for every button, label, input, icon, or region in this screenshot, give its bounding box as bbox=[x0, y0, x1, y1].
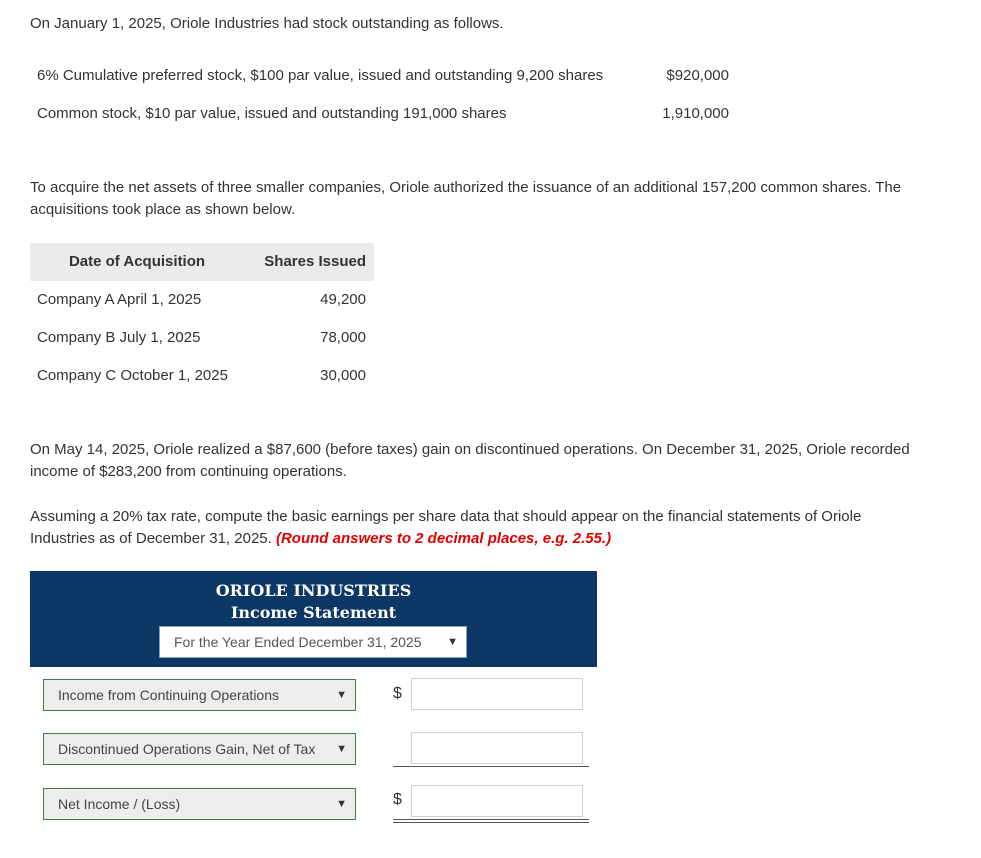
gain-text: On May 14, 2025, Oriole realized a $87,600 (before taxes) gain on discontinued operations. On December 31, 2025, Oriole recorded income of $283,200 from continuing operations. bbox=[30, 441, 910, 480]
stock-label: 6% Cumulative preferred stock, $100 par value, issued and outstanding 9,200 shares bbox=[37, 67, 604, 84]
discontinued-ops-input[interactable] bbox=[411, 732, 583, 764]
period-value: For the Year Ended December 31, 2025 bbox=[174, 634, 422, 650]
stock-amount: 1,910,000 bbox=[662, 105, 729, 122]
header-shares: Shares Issued bbox=[264, 253, 366, 270]
acquisition-table bbox=[30, 243, 374, 395]
chevron-down-icon: ▼ bbox=[336, 743, 347, 755]
continuing-ops-select[interactable] bbox=[43, 679, 356, 711]
subtotal-underline bbox=[393, 766, 589, 767]
company-name: ORIOLE INDUSTRIES bbox=[215, 581, 412, 600]
stock-amount: $920,000 bbox=[666, 67, 729, 84]
stock-row-common bbox=[37, 103, 737, 125]
net-income-input[interactable] bbox=[411, 785, 583, 817]
row-shares: 30,000 bbox=[320, 367, 366, 384]
chevron-down-icon: ▼ bbox=[447, 636, 458, 648]
line-label: Income from Continuing Operations bbox=[58, 687, 279, 703]
continuing-ops-input[interactable] bbox=[411, 678, 583, 710]
intro-text: On January 1, 2025, Oriole Industries had stock outstanding as follows. bbox=[30, 15, 504, 32]
table-row bbox=[30, 357, 374, 395]
dollar-sign: $ bbox=[393, 791, 402, 808]
chevron-down-icon: ▼ bbox=[336, 689, 347, 701]
acquisition-text: To acquire the net assets of three smaller companies, Oriole authorized the issuance of an additional 157,200 common shares. The acquisitions took place as shown below. bbox=[30, 179, 902, 218]
row-date: Company C October 1, 2025 bbox=[37, 367, 228, 384]
total-double-underline bbox=[393, 819, 589, 823]
chevron-down-icon: ▼ bbox=[336, 798, 347, 810]
table-header bbox=[30, 243, 374, 281]
line-label: Net Income / (Loss) bbox=[58, 796, 181, 812]
instruction-text bbox=[30, 506, 930, 550]
row-date: Company B July 1, 2025 bbox=[37, 329, 201, 346]
statement-title: Income Statement bbox=[230, 603, 397, 622]
header-date: Date of Acquisition bbox=[68, 253, 206, 270]
line-label: Discontinued Operations Gain, Net of Tax bbox=[58, 741, 316, 757]
instruction-body: Assuming a 20% tax rate, compute the basic earnings per share data that should appear on the financial statements of Oriole Industries as of December 31, 2025. bbox=[30, 508, 862, 547]
table-row bbox=[30, 319, 374, 357]
row-date: Company A April 1, 2025 bbox=[37, 291, 202, 308]
rounding-note: (Round answers to 2 decimal places, e.g. 2.55.) bbox=[275, 530, 612, 547]
stock-row-preferred bbox=[37, 65, 737, 87]
table-row bbox=[30, 281, 374, 319]
net-income-select[interactable] bbox=[43, 788, 356, 820]
stock-label: Common stock, $10 par value, issued and outstanding 191,000 shares bbox=[37, 105, 507, 122]
period-select[interactable] bbox=[159, 626, 467, 658]
discontinued-ops-select[interactable] bbox=[43, 733, 356, 765]
dollar-sign: $ bbox=[393, 685, 402, 702]
statement-banner bbox=[30, 571, 597, 667]
row-shares: 49,200 bbox=[320, 291, 366, 308]
row-shares: 78,000 bbox=[320, 329, 366, 346]
